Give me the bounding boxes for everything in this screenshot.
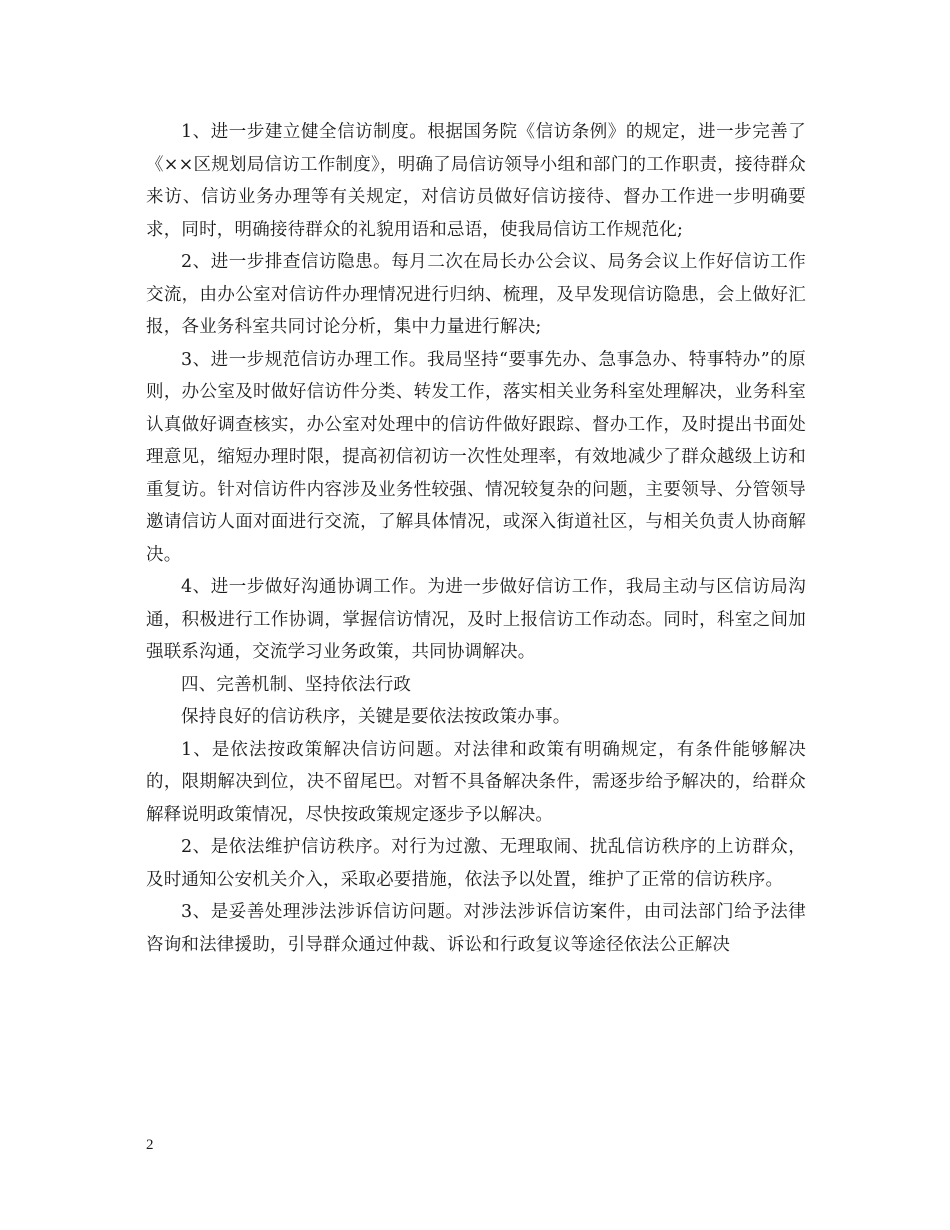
paragraph-6: 2、是依法维护信访秩序。对行为过激、无理取闹、扰乱信访秩序的上访群众，及时通知公安机关介入，采取必要措施，依法予以处置，维护了正常的信访秩序。: [146, 837, 806, 890]
page-body: [146, 116, 806, 961]
section-heading: 四、完善机制、坚持依法行政: [181, 674, 412, 695]
page-number: 2: [146, 1137, 154, 1153]
paragraph-intro: 保持良好的信访秩序，关键是要依法按政策办事。: [181, 707, 571, 727]
paragraph-7: 3、是妥善处理涉法涉诉信访问题。对涉法涉诉信访案件，由司法部门给予法律咨询和法律援助，引导群众通过仲裁、诉讼和行政复议等途径依法公正解决: [146, 902, 806, 955]
paragraph-3: 3、进一步规范信访办理工作。我局坚持“要事先办、急事急办、特事特办”的原则，办公室及时做好信访件分类、转发工作，落实相关业务科室处理解决，业务科室认真做好调查核实，办公室对处理中的信访件做好跟踪、督办工作，及时提出书面处理意见，缩短办理时限，提高初信初访一次性处理率，有效地减少了群众越级上访和重复访。针对信访件内容涉及业务性较强、情况较复杂的问题，主要领导、分管领导邀请信访人面对面进行交流，了解具体情况，或深入街道社区，与相关负责人协商解决。: [146, 349, 806, 565]
paragraph-5: 1、是依法按政策解决信访问题。对法律和政策有明确规定，有条件能够解决的，限期解决到位，决不留尾巴。对暂不具备解决条件，需逐步给予解决的，给群众解释说明政策情况，尽快按政策规定逐步予以解决。: [146, 739, 806, 825]
paragraph-4: 4、进一步做好沟通协调工作。为进一步做好信访工作，我局主动与区信访局沟通，积极进行工作协调，掌握信访情况，及时上报信访工作动态。同时，科室之间加强联系沟通，交流学习业务政策，共同协调解决。: [146, 577, 806, 662]
paragraph-2: 2、进一步排查信访隐患。每月二次在局长办公会议、局务会议上作好信访工作交流，由办公室对信访件办理情况进行归纳、梳理，及早发现信访隐患，会上做好汇报，各业务科室共同讨论分析，集中力量进行解决;: [146, 252, 806, 337]
paragraph-1: 1、进一步建立健全信访制度。根据国务院《信访条例》的规定，进一步完善了《××区规划局信访工作制度》，明确了局信访领导小组和部门的工作职责，接待群众来访、信访业务办理等有关规定，对信访员做好信访接待、督办工作进一步明确要求，同时，明确接待群众的礼貌用语和忌语，使我局信访工作规范化;: [146, 122, 806, 240]
